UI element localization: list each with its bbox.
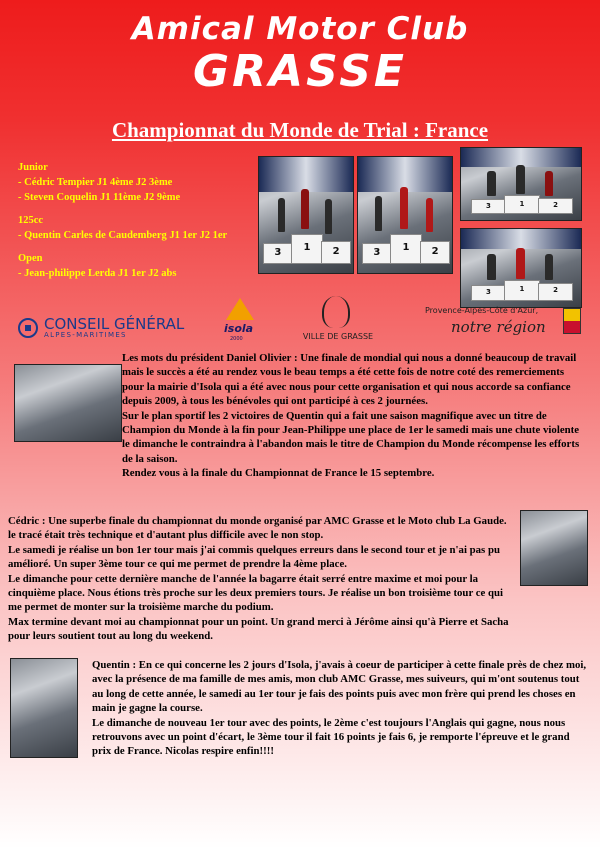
result-entry: - Quentin Carles de Caudemberg J1 1er J2 1er: [18, 230, 228, 241]
cedric-paragraph: Le samedi je réalise un bon 1er tour mais j'ai commis quelques erreurs dans le second tour et je n'ai pas pu amélioré. Un super 3ème tour ce qui me permet de prendre la 4ème place.: [8, 543, 500, 571]
club-name-line1: Amical Motor Club: [131, 11, 469, 47]
result-entry: - Jean-philippe Lerda J1 1er J2 abs: [18, 268, 177, 279]
president-message: [122, 351, 584, 481]
isola-mountain-icon: [226, 298, 254, 320]
podium-photo-125cc: 3 1 2: [357, 156, 453, 274]
region-flag-icon: [563, 308, 581, 334]
result-entry: - Steven Coquelin J1 11ème J2 9ème: [18, 192, 181, 203]
club-name-line2: GRASSE: [193, 46, 407, 97]
cedric-paragraph: Cédric : Une superbe finale du championnat du monde organisé par AMC Grasse et le Moto club La Gaude. le tracé était très technique et d'autant plus difficile avec le non stop.: [8, 515, 507, 542]
region-name: Provence-Alpes-Côte d'Azur,: [425, 306, 539, 315]
category-label: 125cc: [18, 215, 44, 226]
region-slogan: notre région: [451, 318, 546, 336]
isola-logo: [220, 298, 270, 346]
category-label: Open: [18, 253, 43, 264]
quentin-paragraph: Quentin : En ce qui concerne les 2 jours d'Isola, j'avais à coeur de participer à cette finale près de chez moi, avec la présence de ma famille de mes amis, mon club AMC Grasse, mes suiveurs, qui m'ont soutenus tout au long de cette année, le samedi au 1er tour je fais des points puis avec mon frère qui prend les choses en main je gagne la course.: [92, 659, 587, 715]
region-paca-logo: [425, 306, 585, 346]
photo-quentin-riding: [10, 658, 78, 758]
grasse-emblem-icon: [322, 296, 350, 328]
category-label: Junior: [18, 162, 48, 173]
cedric-paragraph: Max termine devant moi au championnat pour un point. Un grand merci à Jérôme ainsi qu'à Pierre et Sacha pour leurs soutient tout au long du weekend.: [8, 615, 509, 643]
results-category-junior: [18, 160, 268, 205]
president-paragraph: Les mots du président Daniel Olivier : Une finale de mondial qui nous a donné beaucoup de travail mais le succès a été au rendez vous le beau temps a été cette fois de notre coté des remerciements pour la mairie d'Isola qui a été avec nous pour cette organisation et qui nous accorde sa confiance depuis 2009, à tous les bénévoles qui ont participé à ces 2 journées.: [122, 352, 577, 408]
quentin-report: [92, 658, 588, 759]
conseil-general-name: CONSEIL GÉNÉRAL: [44, 315, 185, 333]
podium-photo-junior: 3 1 2: [258, 156, 354, 274]
conseil-general-emblem-icon: [18, 318, 38, 338]
podium-photo-open-2: 3 1 2: [460, 228, 582, 308]
podium-photo-open-1: 3 1 2: [460, 147, 582, 221]
cedric-report: [8, 514, 512, 644]
president-paragraph: Sur le plan sportif les 2 victoires de Quentin qui a fait une saison magnifique avec un titre de Champion du Monde à la fin pour Jean-Philippe une place de 1er le samedi mais une chute violente le dimanche le contraindra à l'abandon mais le titre de Champion du Monde récompense les efforts de la saison.: [122, 409, 580, 465]
conseil-general-logo: [18, 315, 185, 340]
photo-riders-group: [14, 364, 122, 442]
page-title: Championnat du Monde de Trial : France: [111, 118, 489, 142]
ville-de-grasse-name: VILLE DE GRASSE: [302, 332, 374, 341]
quentin-paragraph: Le dimanche de nouveau 1er tour avec des points, le 2ème c'est toujours l'Anglais qui gagne, nous nous retrouvons avec un point d'écart, le 3ème tour il fait 16 points je fais 6, je remporte l'épreuve et le grand prix de France. Nicolas respire enfin!!!!: [92, 716, 570, 758]
conseil-general-department: ALPES-MARITIMES: [44, 331, 127, 339]
result-entry: - Cédric Tempier J1 4ème J2 3ème: [18, 177, 173, 188]
results-category-125cc: [18, 213, 268, 243]
isola-name: isola: [224, 322, 254, 335]
ville-de-grasse-logo: [298, 296, 378, 346]
results-category-open: [18, 251, 268, 281]
photo-cedric-riding: [520, 510, 588, 586]
cedric-paragraph: Le dimanche pour cette dernière manche de l'année la bagarre était serré entre maxime et moi pour la cinquième place. Nous étions très proche sur les deux premiers tours. Je réalise un bon troisième tour ce qui me permet de monter sur la troisième marche du podium.: [8, 572, 504, 614]
isola-year: 2000: [230, 336, 243, 342]
president-paragraph: Rendez vous à la finale du Championnat de France le 15 septembre.: [122, 467, 435, 480]
results-list: [18, 160, 268, 281]
